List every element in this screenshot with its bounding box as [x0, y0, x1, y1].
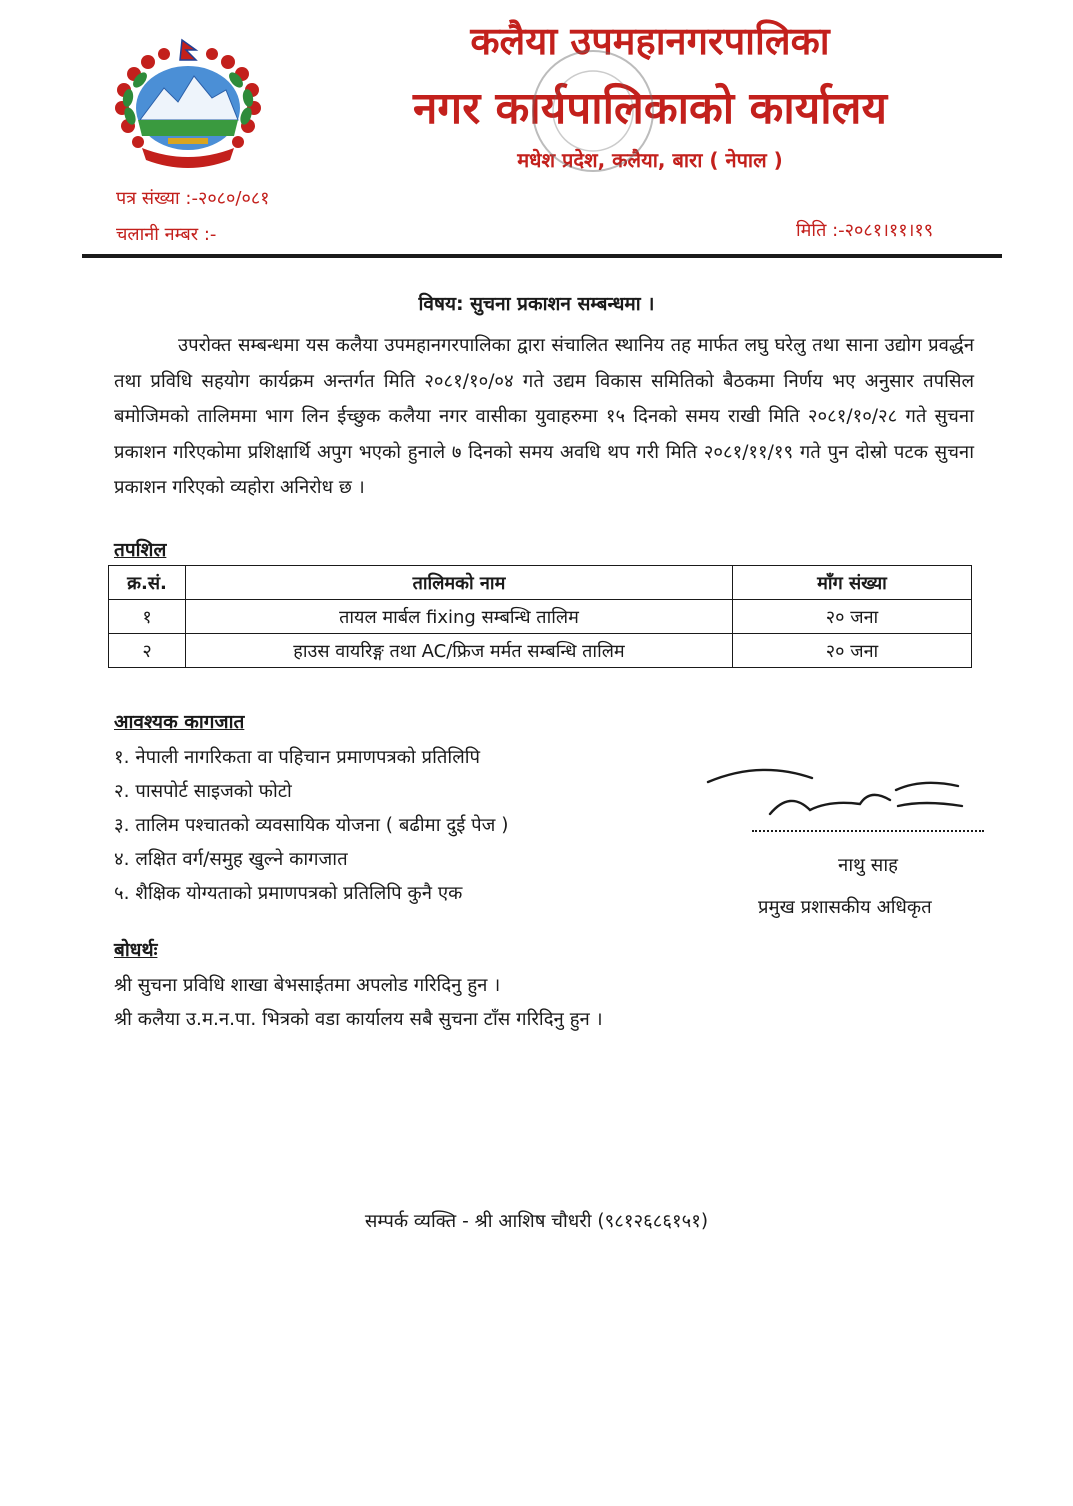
municipality-name: कलैया उपमहानगरपालिका [470, 19, 830, 63]
table-cell: १ [109, 600, 186, 634]
office-address: मधेश प्रदेश, कलैया, बारा ( नेपाल ) [517, 148, 783, 172]
table-cell: २० जना [733, 600, 972, 634]
table-row [109, 634, 972, 668]
signatory-title: प्रमुख प्रशासकीय अधिकृत [758, 897, 932, 918]
table-row [109, 600, 972, 634]
subject-line: विषय: सुचना प्रकाशन सम्बन्धमा । [418, 293, 655, 315]
body-paragraph-text: उपरोक्त सम्बन्धमा यस कलैया उपमहानगरपालिका द्वारा संचालित स्थानिय तह मार्फत लघु घरेलु तथा साना उद्योग प्रवर्द्धन तथा प्रविधि सहयोग कार्यक्रम अन्तर्गत मिति २०८१/१०/०४ गते उद्यम विकास समितिको बैठकमा निर्णय भए अनुसार तपसिल बमोजिमको तालिममा भाग लिन ईच्छुक कलैया नगर वासीका युवाहरुमा १५ दिनको समय राखी मिति २०८१/१०/२८ गते सुचना प्रकाशन गरिएकोमा प्रशिक्षार्थि अपुग भएको हुनाले ७ दिनको समय अवधि थप गरी मिति २०८१/११/१९ गते पुन दोस्रो पटक सुचना प्रकाशन गरिएको व्यहोरा अनिरोध छ । [114, 335, 974, 498]
signature-line [752, 818, 984, 832]
list-item: २. पासपोर्ट साइजको फोटो [114, 781, 292, 802]
column-header-demand: माँग संख्या [733, 566, 972, 600]
list-item: १. नेपाली नागरिकता वा पहिचान प्रमाणपत्रको प्रतिलिपि [114, 747, 481, 768]
column-header-serial: क्र.सं. [109, 566, 186, 600]
letter-number: पत्र संख्या :-२०८०/०८१ [116, 188, 270, 209]
nepal-emblem-icon [108, 36, 268, 178]
list-item: ५. शैक्षिक योग्यताको प्रमाणपत्रको प्रतिलिपि कुनै एक [114, 883, 463, 904]
column-header-training: तालिमको नाम [186, 566, 733, 600]
body-paragraph [114, 328, 974, 506]
table-cell: तायल मार्बल fixing सम्बन्धि तालिम [186, 600, 733, 634]
table-cell: २० जना [733, 634, 972, 668]
training-table [108, 565, 972, 668]
letter-date: मिति :-२०८१।११।१९ [796, 220, 934, 241]
list-item: ४. लक्षित वर्ग/समुह खुल्ने कागजात [114, 849, 348, 870]
dispatch-number: चलानी नम्बर :- [116, 224, 217, 245]
contact-person: सम्पर्क व्यक्ति - श्री आशिष चौधरी (९८१२६८६१५१) [364, 1211, 709, 1232]
documents-heading: आवश्यक कागजात [114, 711, 245, 733]
signatory-name: नाथु साह [838, 855, 898, 876]
header-divider [82, 254, 1002, 258]
notice-heading: बोधर्थः [114, 939, 158, 961]
list-item: श्री सुचना प्रविधि शाखा बेभसाईतमा अपलोड गरिदिनु हुन । [114, 975, 501, 996]
office-name: नगर कार्यपालिकाको कार्यालय [413, 83, 887, 134]
list-item: ३. तालिम पश्चातको व्यवसायिक योजना ( बढीमा दुई पेज ) [114, 815, 509, 836]
list-item: श्री कलैया उ.म.न.पा. भित्रको वडा कार्यालय सबै सुचना टाँस गरिदिनु हुन । [114, 1009, 603, 1030]
office-seal-icon [518, 36, 668, 186]
table-cell: हाउस वायरिङ्ग तथा AC/फ्रिज मर्मत सम्बन्धि तालिम [186, 634, 733, 668]
schedule-heading: तपशिल [114, 539, 167, 561]
table-header-row [109, 566, 972, 600]
table-cell: २ [109, 634, 186, 668]
